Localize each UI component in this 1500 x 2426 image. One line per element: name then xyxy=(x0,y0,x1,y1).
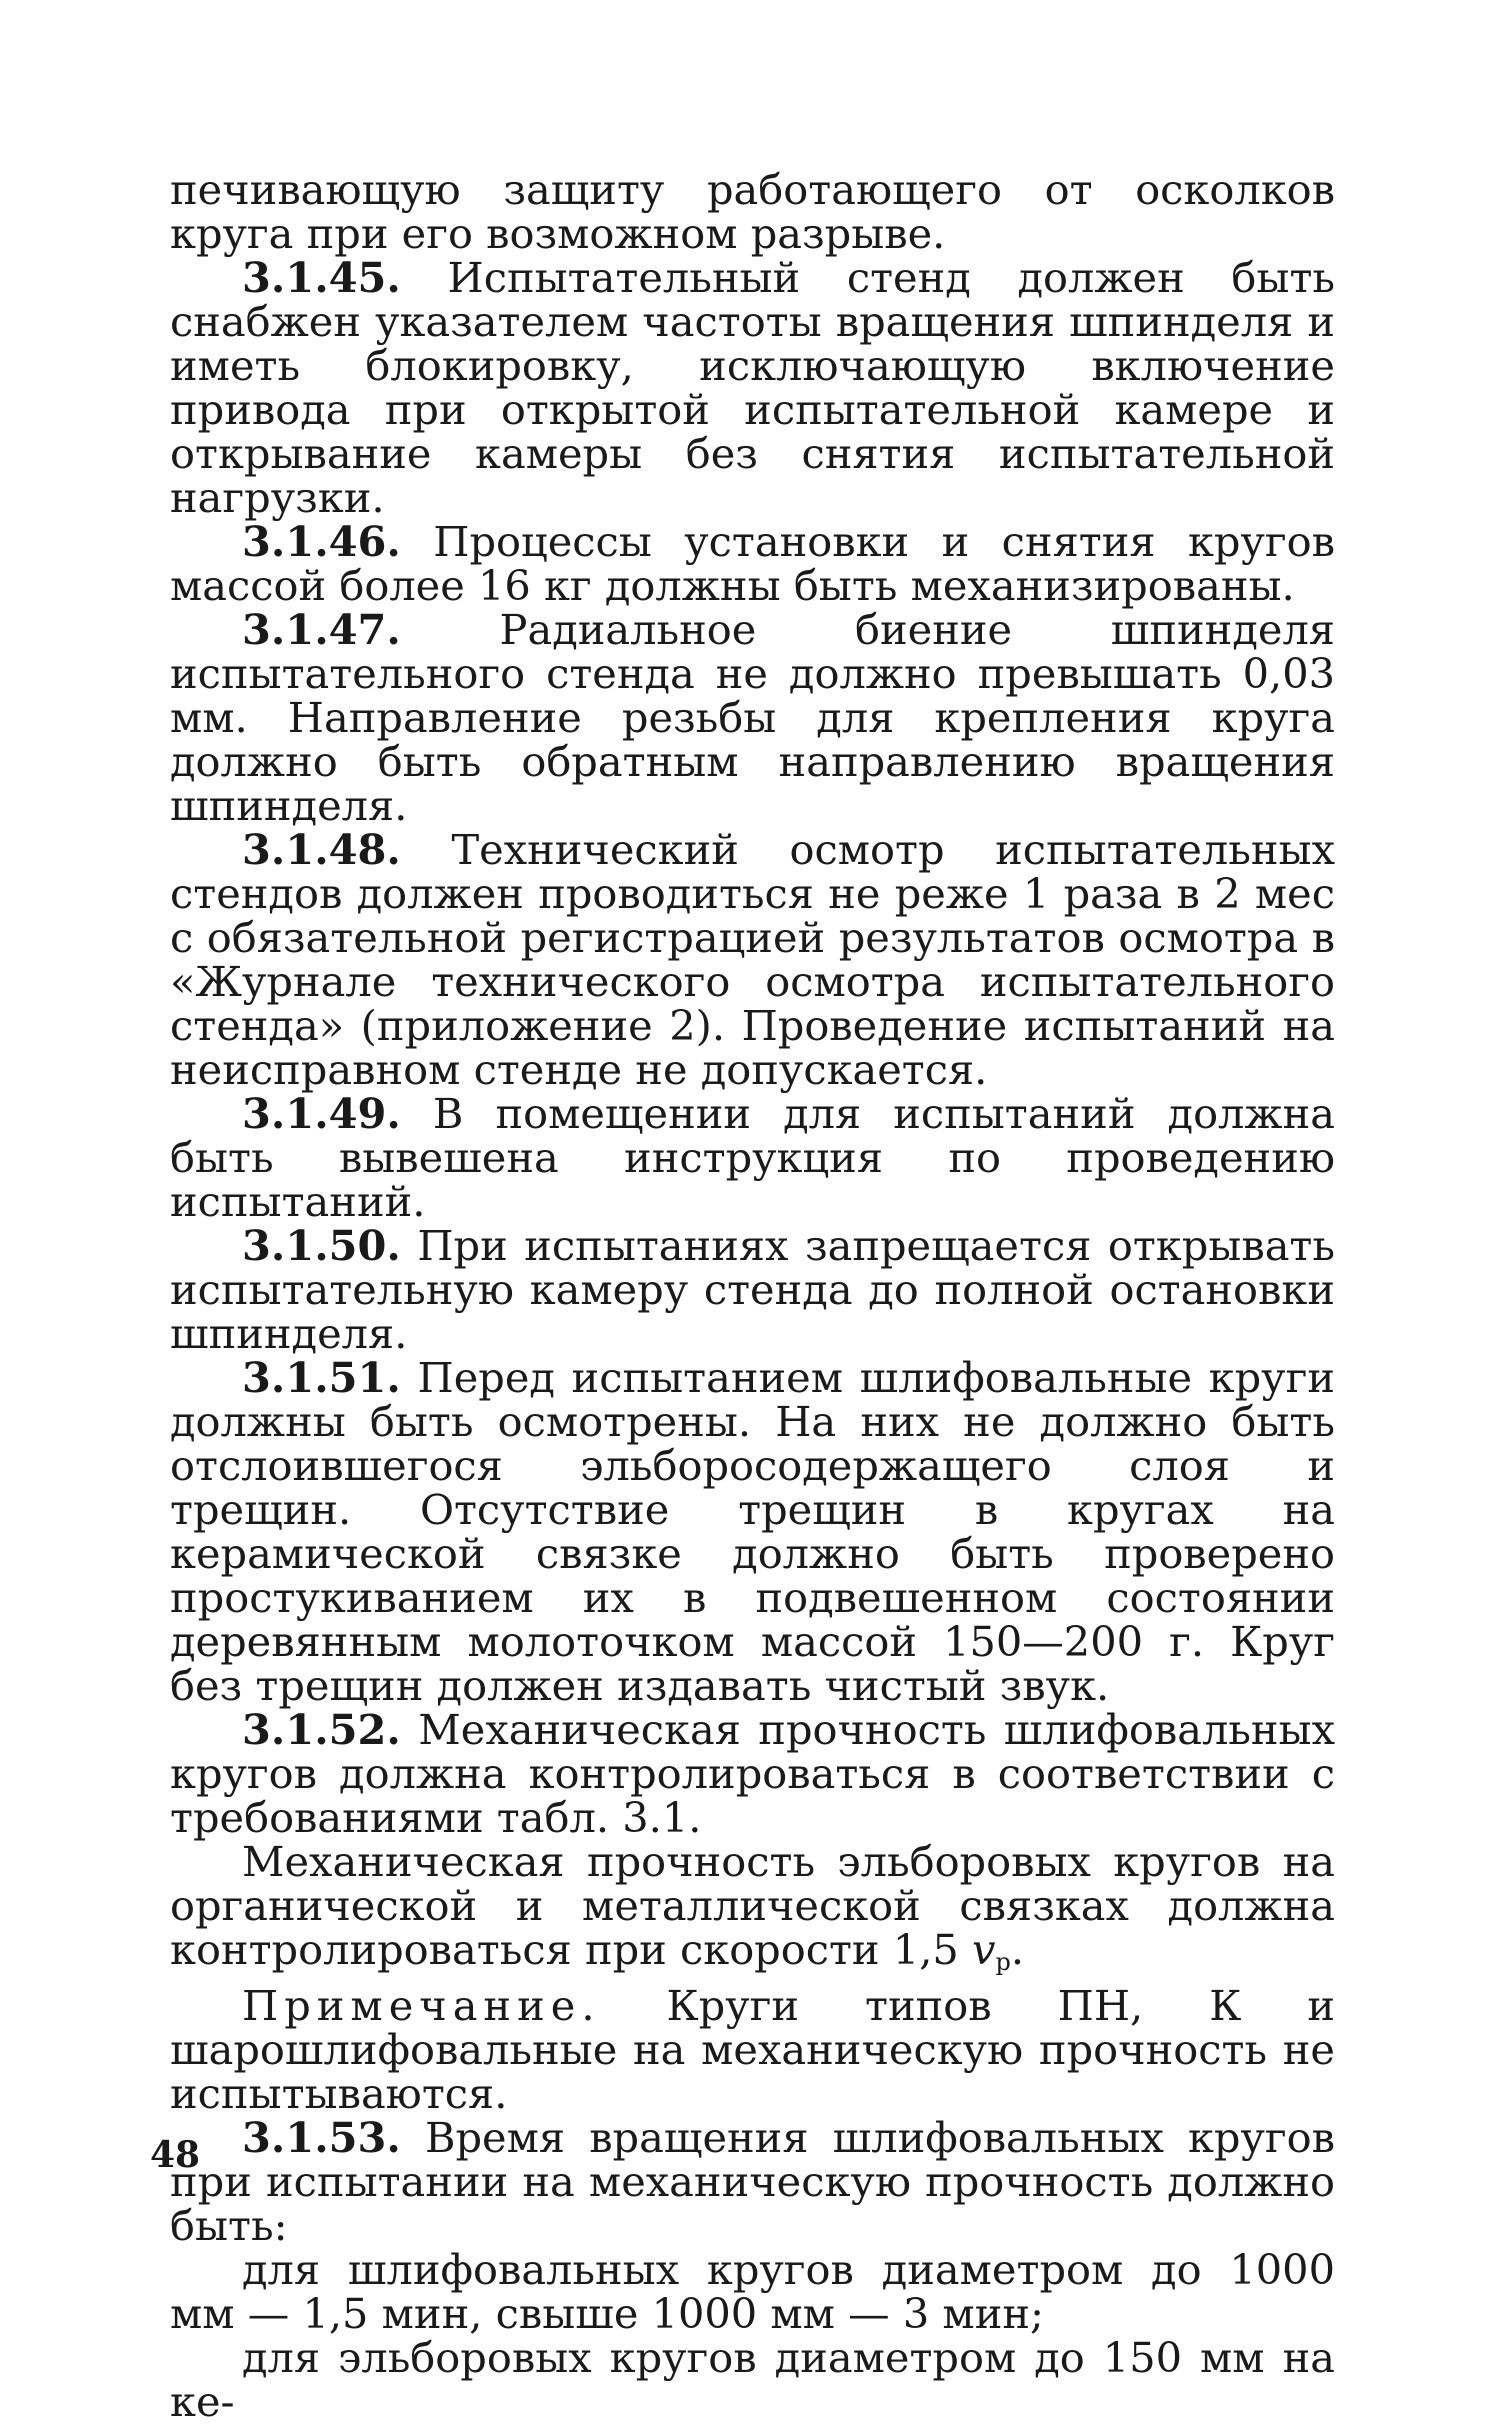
paragraph-number: 3.1.49. xyxy=(242,1089,401,1138)
velocity-subscript: р xyxy=(995,1948,1011,1976)
paragraph-3-1-52 xyxy=(170,1705,1335,1842)
list-item xyxy=(170,2245,1335,2338)
paragraph-text: печивающую защиту работающего от осколков круга при его возможном разрыве. xyxy=(170,165,1335,258)
paragraph-number: 3.1.47. xyxy=(242,605,401,654)
remark-label: Примечание. xyxy=(242,1981,601,2030)
paragraph-3-1-46 xyxy=(170,517,1335,610)
paragraph-text: Процессы установки и снятия кругов массой более 16 кг должны быть механизированы. xyxy=(170,517,1335,610)
paragraph-number: 3.1.50. xyxy=(242,1221,401,1270)
paragraph-text: Перед испытанием шлифовальные круги должны быть осмотрены. На них не должно быть отслоившегося эльборосодержащего слоя и трещин. Отсутствие трещин в кругах на керамической связке должно быть проверено простукиванием их в подвешенном состоянии деревянным молоточком массой 150—200 г. Круг без трещин должен издавать чистый звук. xyxy=(170,1353,1335,1710)
paragraph-3-1-50 xyxy=(170,1221,1335,1358)
velocity-suffix: . xyxy=(1010,1925,1025,1974)
strength-note xyxy=(170,1837,1335,1984)
paragraph-number: 3.1.46. xyxy=(242,517,401,566)
paragraph-number: 3.1.53. xyxy=(242,2113,401,2162)
page-number: 48 xyxy=(150,2134,201,2176)
paragraph-3-1-51 xyxy=(170,1353,1335,1710)
list-item-text: для эльборовых кругов диаметром до 150 мм на ке- xyxy=(170,2333,1335,2426)
paragraph-text: Время вращения шлифовальных кругов при испытании на механическую прочность должно быть: xyxy=(170,2113,1335,2250)
paragraph-3-1-47 xyxy=(170,605,1335,830)
remark-text: Круги типов ПН, К и шарошлифовальные на механическую прочность не испытываются. xyxy=(170,1981,1335,2118)
strength-note-text: Механическая прочность эльборовых кругов на органической и металлической связках должна контролироваться при скорости 1,5 xyxy=(170,1837,1335,1974)
paragraph-text: Испытательный стенд должен быть снабжен указателем частоты вращения шпинделя и иметь блокировку, исключающую включение привода при открытой испытательной камере и открывание камеры без снятия испытательной нагрузки. xyxy=(170,253,1335,522)
paragraph-text: Радиальное биение шпинделя испытательного стенда не должно превышать 0,03 мм. Направление резьбы для крепления круга должно быть обратным направлению вращения шпинделя. xyxy=(170,605,1335,830)
paragraph-number: 3.1.52. xyxy=(242,1705,401,1754)
velocity-symbol: v xyxy=(972,1925,996,1974)
list-item xyxy=(170,2333,1335,2426)
paragraph-3-1-48 xyxy=(170,825,1335,1094)
paragraph-text: В помещении для испытаний должна быть вывешена инструкция по проведению испытаний. xyxy=(170,1089,1335,1226)
body-text xyxy=(170,165,1335,2426)
paragraph-3-1-49 xyxy=(170,1089,1335,1226)
remark xyxy=(170,1981,1335,2118)
paragraph-number: 3.1.51. xyxy=(242,1353,401,1402)
paragraph-number: 3.1.48. xyxy=(242,825,401,874)
paragraph-number: 3.1.45. xyxy=(242,253,401,302)
paragraph-text: При испытаниях запрещается открывать испытательную камеру стенда до полной остановки шпинделя. xyxy=(170,1221,1335,1358)
paragraph-text: Механическая прочность шлифовальных кругов должна контролироваться в соответствии с требованиями табл. 3.1. xyxy=(170,1705,1335,1842)
paragraph-text: Технический осмотр испытательных стендов должен проводиться не реже 1 раза в 2 мес с обязательной регистрацией результатов осмотра в «Журнале технического осмотра испытательного стенда» (приложение 2). Проведение испытаний на неисправном стенде не допускается. xyxy=(170,825,1335,1094)
paragraph-3-1-45 xyxy=(170,253,1335,522)
list-item-text: для шлифовальных кругов диаметром до 1000 мм — 1,5 мин, свыше 1000 мм — 3 мин; xyxy=(170,2245,1335,2338)
paragraph-3-1-53 xyxy=(170,2113,1335,2250)
paragraph-continuation xyxy=(170,165,1335,258)
